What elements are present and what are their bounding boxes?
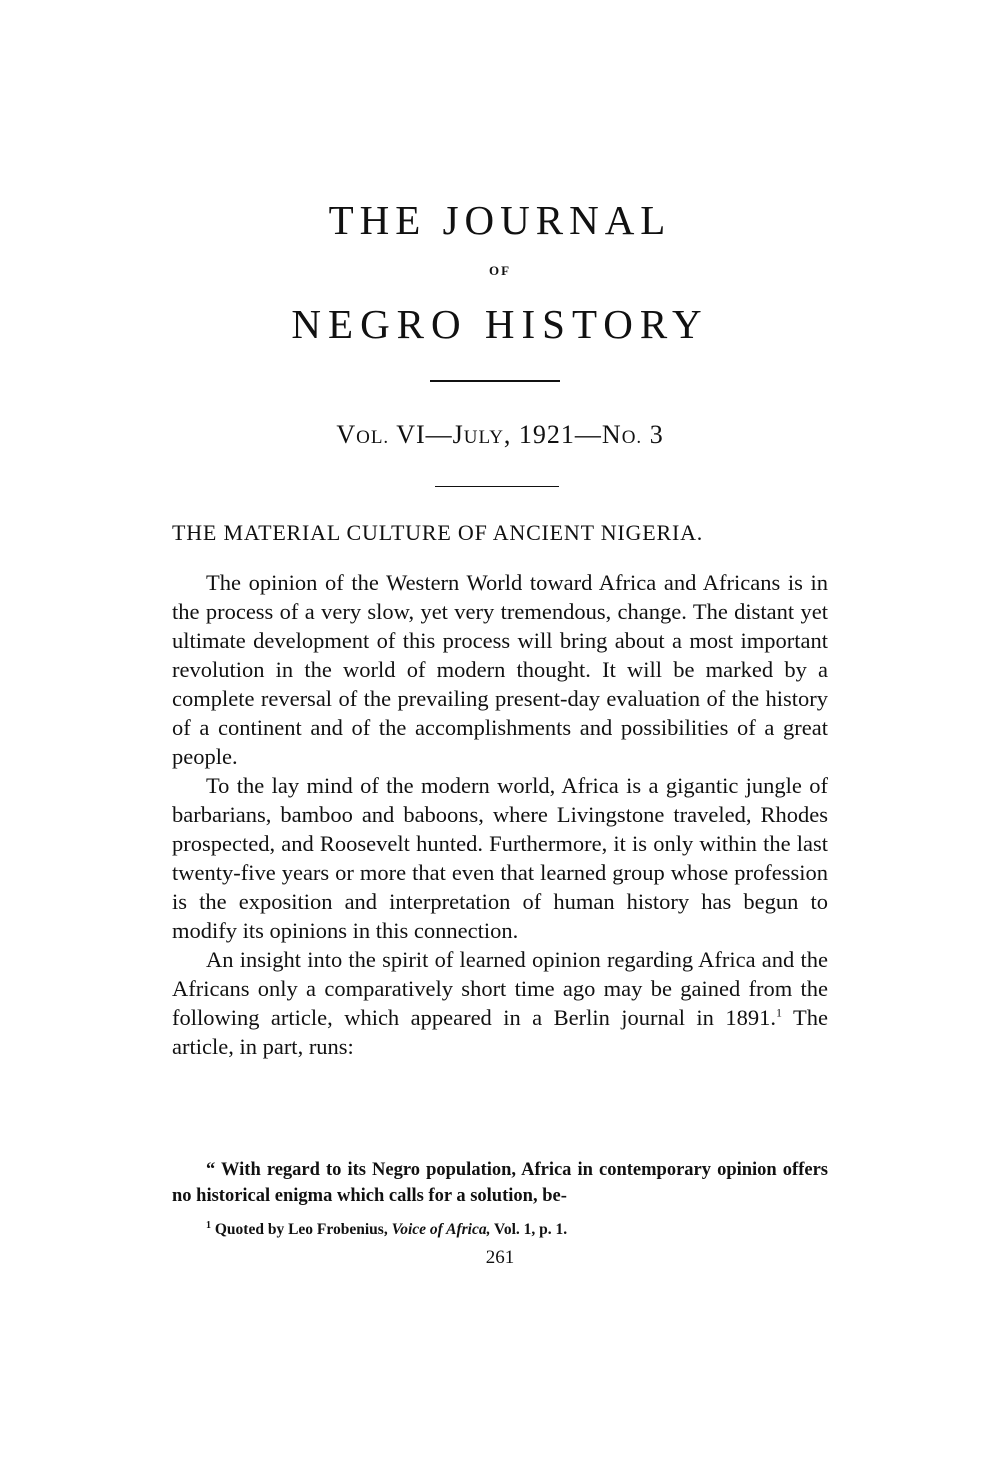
paragraph-1: The opinion of the Western World toward Africa and Africans is in the process of a very slow, yet very tremendous, change. The distant yet ultimate development of this process will bring about a most important revolution in the world of modern thought. It will be marked by a complete reversal of the prevailing present-day evaluation of the history of a continent and of the accomplishments and possibilities of a great people. xyxy=(172,570,828,769)
month-initial: J xyxy=(452,420,464,449)
footnote-marker: 1 xyxy=(206,1220,211,1231)
block-quote xyxy=(172,1157,828,1209)
no-rest: O. xyxy=(621,427,643,448)
divider-upper xyxy=(430,380,560,382)
issue-line xyxy=(0,420,1000,450)
vol-rest: OL. xyxy=(356,427,390,448)
no-initial: N xyxy=(601,420,622,449)
footnote xyxy=(206,1220,567,1239)
journal-title-line2: NEGRO HISTORY xyxy=(291,301,709,347)
page-number: 261 xyxy=(485,1247,515,1268)
footnote-text-a: Quoted by Leo Frobenius, xyxy=(211,1221,392,1239)
paragraph-3-text-b: The article, in part, runs: xyxy=(172,1005,828,1059)
issue-year: , 1921— xyxy=(503,420,602,449)
vol-prefix: V xyxy=(336,420,357,449)
footnote-reference[interactable]: 1 xyxy=(775,1005,782,1020)
paragraph-3 xyxy=(172,945,828,1061)
footnote-text-b: Vol. 1, p. 1. xyxy=(490,1221,568,1239)
paragraph-2: To the lay mind of the modern world, Africa is a gigantic jungle of barbarians, bamboo and baboons, where Livingstone traveled, Rhodes prospected, and Roosevelt hunted. Furthermore, it is only within the last twenty-five years or more that even that learned group whose profession is the exposition and interpretation of human history has begun to modify its opinions in this connection. xyxy=(172,773,828,943)
journal-title-line1: THE JOURNAL xyxy=(328,197,672,243)
divider-lower xyxy=(435,486,559,487)
issue-number: 3 xyxy=(642,420,664,449)
vol-number: VI— xyxy=(389,420,453,449)
journal-title-of: OF xyxy=(488,263,512,278)
quote-text: “ With regard to its Negro population, Africa in contemporary opinion offers no historical enigma which calls for a solution, be- xyxy=(172,1160,828,1206)
article-body xyxy=(172,568,828,1061)
article-title: THE MATERIAL CULTURE OF ANCIENT NIGERIA. xyxy=(172,520,704,545)
paragraph-3-text-a: An insight into the spirit of learned opinion regarding Africa and the Africans only a comparatively short time ago may be gained from the following article, which appeared in a Berlin journal in 1891. xyxy=(172,947,828,1030)
footnote-work: Voice of Africa, xyxy=(391,1221,491,1239)
month-rest: ULY xyxy=(463,427,504,448)
